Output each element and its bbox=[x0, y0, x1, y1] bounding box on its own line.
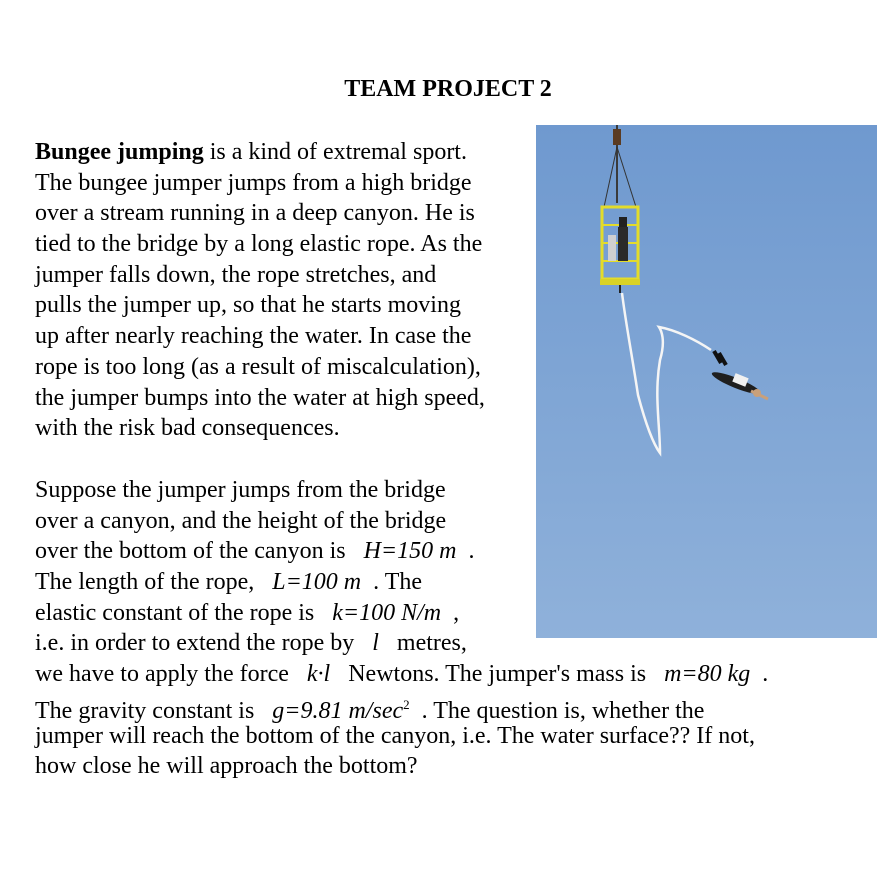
problem-line: elastic constant of the rope is k=100 N/m , bbox=[35, 599, 460, 626]
intro-paragraph bbox=[35, 137, 545, 444]
gravity-formula: g=9.81 m/sec bbox=[272, 697, 404, 724]
extension-variable: l bbox=[372, 630, 379, 657]
intro-line: up after nearly reaching the water. In case the bbox=[35, 323, 472, 350]
intro-line: over a stream running in a deep canyon. He is bbox=[35, 200, 475, 227]
intro-line: jumper falls down, the rope stretches, and bbox=[35, 261, 437, 288]
height-formula: H=150 m bbox=[363, 538, 457, 565]
problem-line: The length of the rope, L=100 m . The bbox=[35, 569, 423, 596]
intro-line: rope is too long (as a result of miscalculation), bbox=[35, 353, 481, 380]
problem-line: Suppose the jumper jumps from the bridge bbox=[35, 477, 446, 503]
gravity-exponent: 2 bbox=[403, 696, 410, 712]
problem-line: over the bottom of the canyon is H=150 m . bbox=[35, 538, 475, 565]
elastic-formula: k=100 N/m bbox=[332, 599, 442, 626]
intro-line: with the risk bad consequences. bbox=[35, 415, 340, 442]
problem-line: The gravity constant is g=9.81 $m/\sec^2$ . The question is, whether the bbox=[35, 696, 705, 724]
problem-line: i.e. in order to extend the rope by l metres, bbox=[35, 630, 467, 657]
problem-line: over a canyon, and the height of the bridge bbox=[35, 507, 447, 534]
problem-line: how close he will approach the bottom? bbox=[35, 753, 418, 780]
problem-paragraph bbox=[35, 475, 885, 782]
intro-line: pulls the jumper up, so that he starts moving bbox=[35, 292, 461, 319]
problem-line: we have to apply the force k·l Newtons. The jumper's mass is m=80 kg . bbox=[35, 661, 769, 688]
problem-line: jumper will reach the bottom of the canyon, i.e. The water surface?? If not, bbox=[35, 722, 755, 749]
crane-hook bbox=[613, 129, 621, 145]
intro-line: tied to the bridge by a long elastic rope. As the bbox=[35, 231, 483, 258]
mass-formula: m=80 kg bbox=[664, 661, 751, 688]
force-formula: k·l bbox=[306, 661, 331, 688]
intro-line: the jumper bumps into the water at high speed, bbox=[35, 384, 485, 411]
bungee-term: Bungee jumping bbox=[35, 139, 204, 165]
length-formula: L=100 m bbox=[272, 569, 362, 596]
intro-line: Bungee jumping is a kind of extremal sport. bbox=[35, 139, 467, 165]
intro-line: The bungee jumper jumps from a high bridge bbox=[35, 169, 472, 196]
document-title: TEAM PROJECT 2 bbox=[344, 76, 552, 102]
